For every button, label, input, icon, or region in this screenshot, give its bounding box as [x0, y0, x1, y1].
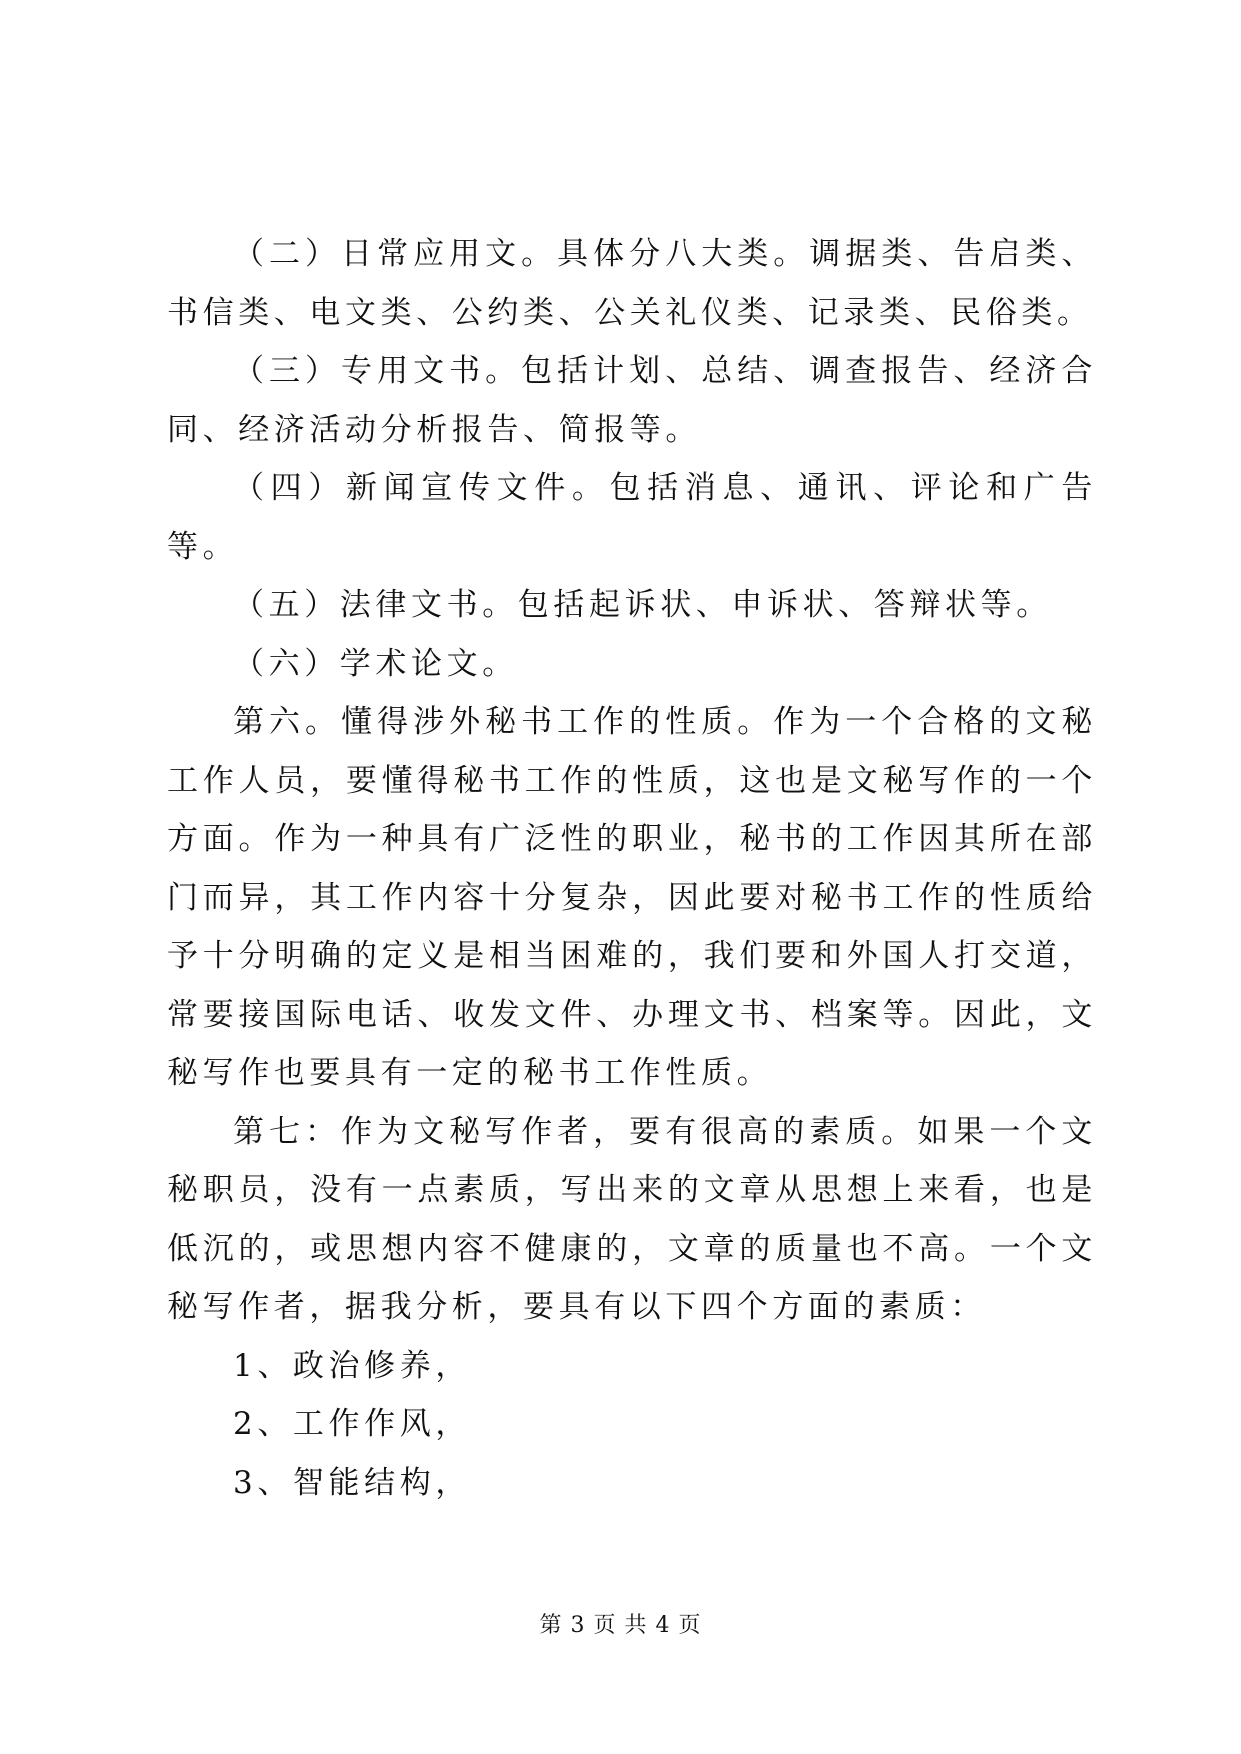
paragraph-point-six: 第六。懂得涉外秘书工作的性质。作为一个合格的文秘工作人员，要懂得秘书工作的性质，这也是文秘写作的一个方面。作为一种具有广泛性的职业，秘书的工作因其所在部门而异，其工作内容十分复杂，因此要对秘书工作的性质给予十分明确的定义是相当困难的，我们要和外国人打交道，常要接国际电话、收发文件、办理文书、档案等。因此，文秘写作也要具有一定的秘书工作性质。 — [167, 704, 1097, 1091]
paragraph-legal-documents: （五）法律文书。包括起诉状、申诉状、答辩状等。 — [233, 587, 1052, 623]
document-body — [167, 225, 1097, 1512]
list-item-political: 1、政治修养， — [233, 1347, 471, 1384]
list-item-intelligence: 3、智能结构， — [233, 1464, 471, 1501]
paragraph-news-documents: （四）新闻宣传文件。包括消息、通讯、评论和广告等。 — [167, 470, 1097, 565]
paragraph-point-seven: 第七：作为文秘写作者，要有很高的素质。如果一个文秘职员，没有一点素质，写出来的文章从思想上来看，也是低沉的，或思想内容不健康的，文章的质量也不高。一个文秘写作者，据我分析，要具有以下四个方面的素质： — [167, 1113, 1097, 1325]
list-item-work-style: 2、工作作风， — [233, 1406, 471, 1442]
paragraph-academic-papers: （六）学术论文。 — [233, 645, 518, 682]
paragraph-special-documents: （三）专用文书。包括计划、总结、调查报告、经济合同、经济活动分析报告、简报等。 — [167, 353, 1097, 448]
paragraph-daily-documents: （二）日常应用文。具体分八大类。调据类、告启类、书信类、电文类、公约类、公关礼仪类、记录类、民俗类。 — [167, 236, 1097, 331]
page-number-footer: 第 3 页 共 4 页 — [539, 1613, 702, 1638]
